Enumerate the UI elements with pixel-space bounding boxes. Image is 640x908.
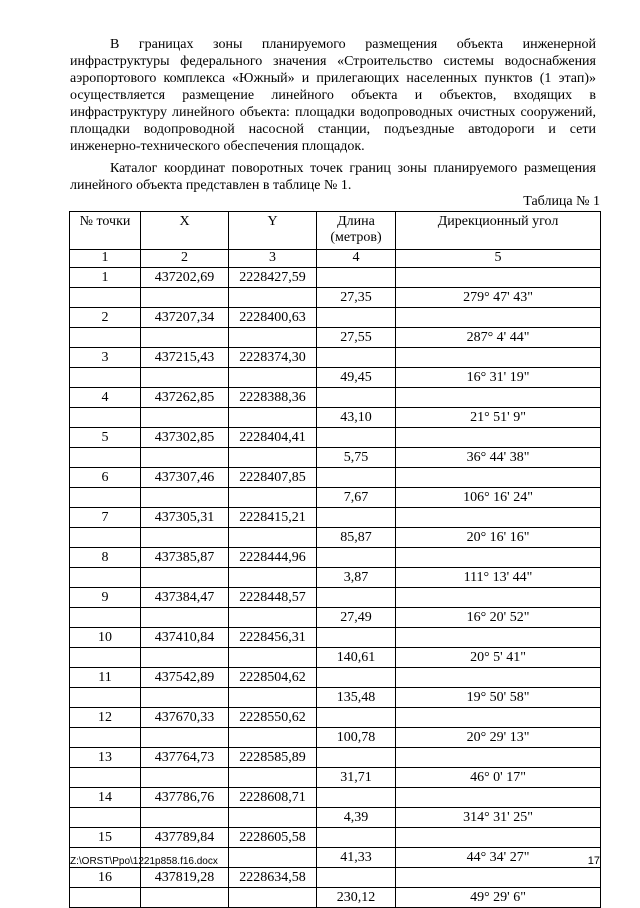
empty-cell	[396, 828, 601, 848]
segment-row	[70, 328, 601, 348]
segment-length: 5,75	[317, 448, 396, 468]
y-coordinate: 2228550,62	[229, 708, 317, 728]
segment-length: 135,48	[317, 688, 396, 708]
file-path: Z:\ORST\Ppo\1221p858.f16.docx	[70, 856, 218, 867]
segment-length: 41,33	[317, 848, 396, 868]
direction-angle: 49° 29' 6"	[396, 888, 601, 908]
empty-cell	[229, 528, 317, 548]
point-number: 16	[70, 868, 141, 888]
empty-cell	[317, 348, 396, 368]
empty-cell	[70, 448, 141, 468]
direction-angle: 279° 47' 43"	[396, 288, 601, 308]
empty-cell	[141, 448, 229, 468]
table-header-row	[70, 212, 601, 250]
empty-cell	[317, 748, 396, 768]
segment-row	[70, 688, 601, 708]
empty-cell	[317, 788, 396, 808]
empty-cell	[317, 628, 396, 648]
point-number: 11	[70, 668, 141, 688]
direction-angle: 21° 51' 9"	[396, 408, 601, 428]
empty-cell	[70, 408, 141, 428]
empty-cell	[396, 668, 601, 688]
empty-cell	[396, 868, 601, 888]
segment-row	[70, 288, 601, 308]
point-number: 12	[70, 708, 141, 728]
empty-cell	[317, 268, 396, 288]
direction-angle: 16° 20' 52"	[396, 608, 601, 628]
segment-row	[70, 608, 601, 628]
x-coordinate: 437385,87	[141, 548, 229, 568]
empty-cell	[396, 468, 601, 488]
empty-cell	[396, 788, 601, 808]
x-coordinate: 437307,46	[141, 468, 229, 488]
table-caption: Таблица № 1	[523, 194, 600, 209]
page-number: 17	[587, 855, 600, 867]
x-coordinate: 437207,34	[141, 308, 229, 328]
y-coordinate: 2228388,36	[229, 388, 317, 408]
column-number: 1	[70, 250, 141, 268]
empty-cell	[70, 688, 141, 708]
column-number: 5	[396, 250, 601, 268]
empty-cell	[396, 308, 601, 328]
empty-cell	[396, 548, 601, 568]
segment-row	[70, 488, 601, 508]
segment-row	[70, 528, 601, 548]
segment-length: 230,12	[317, 888, 396, 908]
point-row	[70, 748, 601, 768]
empty-cell	[317, 668, 396, 688]
segment-row	[70, 648, 601, 668]
direction-angle: 16° 31' 19"	[396, 368, 601, 388]
empty-cell	[396, 748, 601, 768]
point-row	[70, 308, 601, 328]
empty-cell	[141, 648, 229, 668]
empty-cell	[70, 608, 141, 628]
y-coordinate: 2228400,63	[229, 308, 317, 328]
segment-row	[70, 768, 601, 788]
empty-cell	[141, 288, 229, 308]
empty-cell	[70, 488, 141, 508]
point-row	[70, 828, 601, 848]
point-row	[70, 508, 601, 528]
direction-angle: 106° 16' 24"	[396, 488, 601, 508]
point-row	[70, 668, 601, 688]
direction-angle: 20° 29' 13"	[396, 728, 601, 748]
x-coordinate: 437789,84	[141, 828, 229, 848]
point-number: 2	[70, 308, 141, 328]
point-number: 15	[70, 828, 141, 848]
empty-cell	[317, 508, 396, 528]
empty-cell	[396, 428, 601, 448]
direction-angle: 314° 31' 25"	[396, 808, 601, 828]
empty-cell	[317, 308, 396, 328]
point-row	[70, 548, 601, 568]
empty-cell	[229, 488, 317, 508]
empty-cell	[396, 268, 601, 288]
empty-cell	[70, 728, 141, 748]
y-coordinate: 2228444,96	[229, 548, 317, 568]
empty-cell	[229, 448, 317, 468]
empty-cell	[141, 768, 229, 788]
y-coordinate: 2228448,57	[229, 588, 317, 608]
point-row	[70, 628, 601, 648]
point-number: 9	[70, 588, 141, 608]
x-coordinate: 437819,28	[141, 868, 229, 888]
y-coordinate: 2228427,59	[229, 268, 317, 288]
point-number: 5	[70, 428, 141, 448]
empty-cell	[70, 288, 141, 308]
empty-cell	[229, 808, 317, 828]
point-row	[70, 788, 601, 808]
empty-cell	[317, 868, 396, 888]
y-coordinate: 2228374,30	[229, 348, 317, 368]
empty-cell	[396, 708, 601, 728]
empty-cell	[229, 328, 317, 348]
point-row	[70, 268, 601, 288]
y-coordinate: 2228634,58	[229, 868, 317, 888]
x-coordinate: 437542,89	[141, 668, 229, 688]
empty-cell	[229, 768, 317, 788]
y-coordinate: 2228585,89	[229, 748, 317, 768]
empty-cell	[229, 608, 317, 628]
empty-cell	[317, 708, 396, 728]
x-coordinate: 437215,43	[141, 348, 229, 368]
empty-cell	[317, 548, 396, 568]
empty-cell	[396, 588, 601, 608]
empty-cell	[70, 768, 141, 788]
empty-cell	[141, 608, 229, 628]
point-number: 13	[70, 748, 141, 768]
point-number: 10	[70, 628, 141, 648]
segment-length: 27,35	[317, 288, 396, 308]
empty-cell	[317, 468, 396, 488]
x-coordinate: 437202,69	[141, 268, 229, 288]
empty-cell	[141, 328, 229, 348]
point-row	[70, 708, 601, 728]
empty-cell	[317, 828, 396, 848]
segment-length: 3,87	[317, 568, 396, 588]
segment-length: 43,10	[317, 408, 396, 428]
y-coordinate: 2228415,21	[229, 508, 317, 528]
y-coordinate: 2228504,62	[229, 668, 317, 688]
point-number: 6	[70, 468, 141, 488]
direction-angle: 287° 4' 44"	[396, 328, 601, 348]
direction-angle: 111° 13' 44"	[396, 568, 601, 588]
empty-cell	[229, 408, 317, 428]
x-coordinate: 437410,84	[141, 628, 229, 648]
point-row	[70, 388, 601, 408]
empty-cell	[229, 648, 317, 668]
point-row	[70, 868, 601, 888]
table-body	[70, 268, 601, 908]
empty-cell	[317, 388, 396, 408]
empty-cell	[70, 528, 141, 548]
point-row	[70, 468, 601, 488]
segment-length: 31,71	[317, 768, 396, 788]
point-number: 1	[70, 268, 141, 288]
segment-row	[70, 408, 601, 428]
segment-row	[70, 368, 601, 388]
direction-angle: 44° 34' 27"	[396, 848, 601, 868]
point-row	[70, 348, 601, 368]
empty-cell	[141, 568, 229, 588]
direction-angle: 46° 0' 17"	[396, 768, 601, 788]
empty-cell	[229, 568, 317, 588]
x-coordinate: 437305,31	[141, 508, 229, 528]
segment-length: 49,45	[317, 368, 396, 388]
catalog-paragraph: Каталог координат поворотных точек границ зоны планируемого размещения линейного объекта представлен в таблице № 1.	[70, 161, 596, 193]
point-row	[70, 428, 601, 448]
intro-paragraph: В границах зоны планируемого размещения объекта инженерной инфраструктуры федерального значения «Строительство системы водоснабжения аэропортового комплекса «Южный» и прилегающих населенных пунктов (1 этап)» осуществляется размещение линейного объекта и объектов, входящих в инфраструктуру линейного объекта: площадки водопроводных очистных сооружений, площадки водопроводной насосной станции, подъездные автодороги и сети инженерно-технического обеспечения площадок.	[70, 37, 596, 154]
y-coordinate: 2228407,85	[229, 468, 317, 488]
empty-cell	[229, 848, 317, 868]
empty-cell	[396, 348, 601, 368]
empty-cell	[229, 688, 317, 708]
column-number: 4	[317, 250, 396, 268]
empty-cell	[317, 428, 396, 448]
column-number: 3	[229, 250, 317, 268]
point-number: 3	[70, 348, 141, 368]
point-number: 14	[70, 788, 141, 808]
coordinates-table	[69, 211, 601, 908]
empty-cell	[141, 408, 229, 428]
empty-cell	[396, 508, 601, 528]
empty-cell	[70, 328, 141, 348]
direction-angle: 20° 16' 16"	[396, 528, 601, 548]
point-number: 8	[70, 548, 141, 568]
empty-cell	[396, 388, 601, 408]
empty-cell	[141, 528, 229, 548]
y-coordinate: 2228404,41	[229, 428, 317, 448]
segment-length: 27,49	[317, 608, 396, 628]
x-coordinate: 437670,33	[141, 708, 229, 728]
column-number-row	[70, 250, 601, 268]
empty-cell	[317, 588, 396, 608]
segment-row	[70, 728, 601, 748]
empty-cell	[141, 688, 229, 708]
direction-angle: 20° 5' 41"	[396, 648, 601, 668]
segment-length: 100,78	[317, 728, 396, 748]
x-coordinate: 437384,47	[141, 588, 229, 608]
column-header: X	[141, 212, 229, 250]
x-coordinate: 437786,76	[141, 788, 229, 808]
empty-cell	[141, 808, 229, 828]
empty-cell	[141, 368, 229, 388]
column-header: Длина (метров)	[317, 212, 396, 250]
empty-cell	[70, 368, 141, 388]
empty-cell	[70, 808, 141, 828]
y-coordinate: 2228605,58	[229, 828, 317, 848]
segment-length: 7,67	[317, 488, 396, 508]
column-header: № точки	[70, 212, 141, 250]
direction-angle: 19° 50' 58"	[396, 688, 601, 708]
segment-length: 4,39	[317, 808, 396, 828]
empty-cell	[229, 728, 317, 748]
point-row	[70, 588, 601, 608]
empty-cell	[141, 488, 229, 508]
y-coordinate: 2228608,71	[229, 788, 317, 808]
column-header: Дирекционный угол	[396, 212, 601, 250]
empty-cell	[229, 368, 317, 388]
segment-row	[70, 568, 601, 588]
empty-cell	[70, 568, 141, 588]
x-coordinate: 437262,85	[141, 388, 229, 408]
segment-length: 140,61	[317, 648, 396, 668]
segment-row	[70, 448, 601, 468]
point-number: 4	[70, 388, 141, 408]
segment-row	[70, 808, 601, 828]
column-number: 2	[141, 250, 229, 268]
point-number: 7	[70, 508, 141, 528]
empty-cell	[396, 628, 601, 648]
column-header: Y	[229, 212, 317, 250]
empty-cell	[70, 648, 141, 668]
y-coordinate: 2228456,31	[229, 628, 317, 648]
empty-cell	[141, 728, 229, 748]
x-coordinate: 437764,73	[141, 748, 229, 768]
segment-length: 85,87	[317, 528, 396, 548]
empty-cell	[229, 288, 317, 308]
segment-length: 27,55	[317, 328, 396, 348]
x-coordinate: 437302,85	[141, 428, 229, 448]
direction-angle: 36° 44' 38"	[396, 448, 601, 468]
